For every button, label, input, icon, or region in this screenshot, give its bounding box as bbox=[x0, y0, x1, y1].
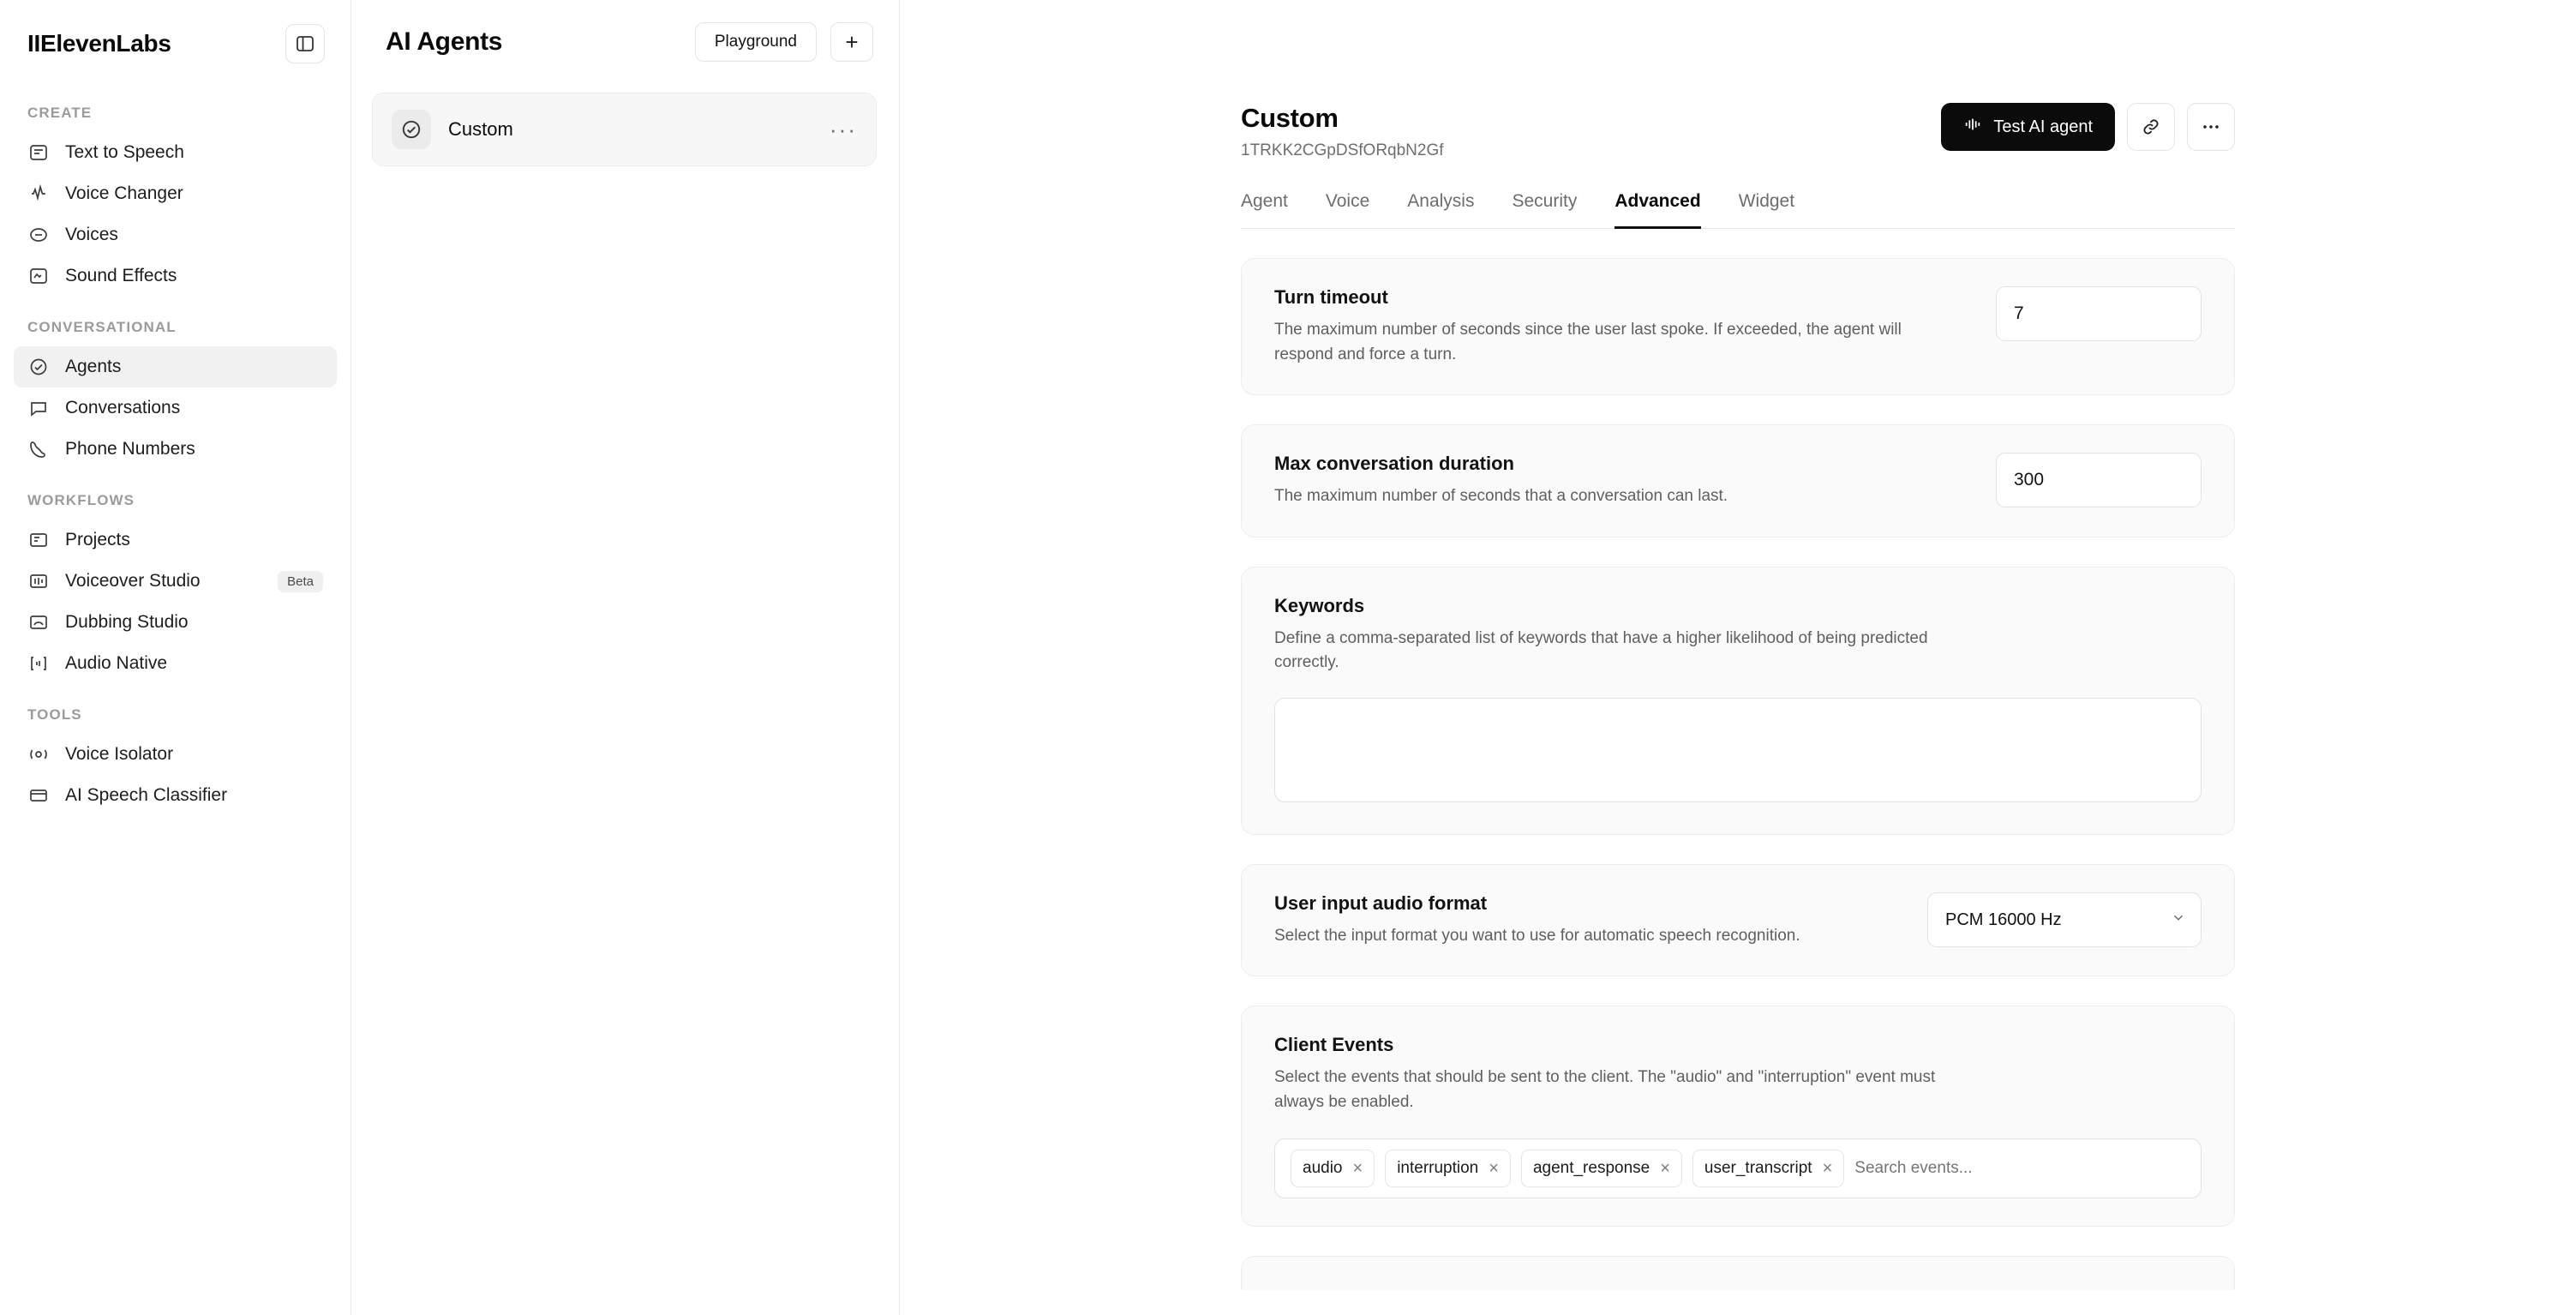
tab-security[interactable]: Security bbox=[1512, 191, 1578, 211]
sidebar-item-voice-isolator[interactable] bbox=[14, 734, 337, 775]
voiceover-studio-icon bbox=[27, 570, 50, 592]
sound-effects-icon bbox=[27, 265, 50, 287]
turn-timeout-card bbox=[1241, 258, 2235, 395]
waveform-icon bbox=[1963, 115, 1982, 139]
page-header bbox=[1241, 103, 2235, 160]
test-ai-agent-button[interactable] bbox=[1941, 103, 2115, 151]
agents-panel bbox=[351, 0, 900, 1315]
user-input-audio-format-card bbox=[1241, 864, 2235, 977]
tab-advanced[interactable]: Advanced bbox=[1614, 191, 1700, 229]
keywords-description: Define a comma-separated list of keywords that have a higher likelihood of being predicted correctly. bbox=[1274, 628, 1928, 671]
sidebar-item-conversations[interactable] bbox=[14, 387, 337, 429]
agent-avatar-icon bbox=[392, 110, 431, 149]
sidebar-item-projects[interactable] bbox=[14, 519, 337, 561]
turn-timeout-description: The maximum number of seconds since the user last spoke. If exceeded, the agent will respond and force a turn. bbox=[1274, 321, 1902, 363]
turn-timeout-input[interactable] bbox=[1996, 286, 2202, 341]
sidebar-item-ai-speech-classifier[interactable] bbox=[14, 775, 337, 816]
sidebar-item-voiceover-studio[interactable] bbox=[14, 561, 337, 602]
projects-icon bbox=[27, 529, 50, 551]
sidebar-item-text-to-speech[interactable] bbox=[14, 132, 337, 173]
sidebar-item-label: Audio Native bbox=[65, 653, 168, 673]
agents-header bbox=[351, 0, 899, 79]
client-events-card bbox=[1241, 1006, 2235, 1227]
voice-isolator-icon bbox=[27, 743, 50, 766]
sidebar-item-label: Voiceover Studio bbox=[65, 571, 201, 591]
audio-format-title: User input audio format bbox=[1274, 892, 1488, 914]
sidebar-item-phone-numbers[interactable] bbox=[14, 429, 337, 470]
event-chip-label: interruption bbox=[1397, 1159, 1479, 1177]
page-title: Custom bbox=[1241, 103, 1339, 133]
voice-changer-icon bbox=[27, 183, 50, 205]
max-duration-description: The maximum number of seconds that a conversation can last. bbox=[1274, 487, 1728, 505]
sidebar-item-agents[interactable] bbox=[14, 346, 337, 387]
sidebar-item-label: Projects bbox=[65, 530, 130, 549]
agents-icon bbox=[27, 356, 50, 378]
agent-list-item[interactable] bbox=[372, 93, 877, 166]
turn-timeout-title: Turn timeout bbox=[1274, 286, 1388, 308]
sidebar-item-voice-changer[interactable] bbox=[14, 173, 337, 214]
audio-native-icon bbox=[27, 652, 50, 675]
client-events-search-input[interactable] bbox=[1854, 1150, 2185, 1187]
sidebar-item-label: Voice Isolator bbox=[65, 744, 174, 764]
sidebar-item-label: Conversations bbox=[65, 398, 181, 417]
beta-badge: Beta bbox=[278, 571, 323, 592]
event-chip-label: agent_response bbox=[1532, 1159, 1650, 1177]
add-agent-button[interactable]: + bbox=[830, 22, 873, 62]
voices-icon bbox=[27, 224, 50, 246]
sidebar-item-label: Dubbing Studio bbox=[65, 612, 189, 632]
event-chip[interactable] bbox=[1521, 1150, 1682, 1187]
audio-format-description: Select the input format you want to use for automatic speech recognition. bbox=[1274, 926, 1800, 945]
sidebar-section-create: CREATE bbox=[27, 105, 93, 121]
close-icon[interactable]: × bbox=[1822, 1158, 1833, 1178]
event-chip-label: user_transcript bbox=[1704, 1159, 1812, 1177]
max-duration-title: Max conversation duration bbox=[1274, 453, 1514, 474]
sidebar-item-dubbing-studio[interactable] bbox=[14, 602, 337, 643]
text-to-speech-icon bbox=[27, 141, 50, 164]
close-icon[interactable]: × bbox=[1489, 1158, 1499, 1178]
audio-format-select-wrapper bbox=[1927, 892, 2202, 947]
sidebar-item-label: Voice Changer bbox=[65, 183, 183, 203]
sidebar-item-label: Sound Effects bbox=[65, 266, 177, 285]
sidebar-item-label: Phone Numbers bbox=[65, 439, 195, 459]
next-card-partial bbox=[1241, 1256, 2235, 1290]
panel-left-icon[interactable] bbox=[285, 24, 325, 63]
event-chip[interactable] bbox=[1385, 1150, 1511, 1187]
close-icon[interactable]: × bbox=[1352, 1158, 1363, 1178]
max-duration-input[interactable] bbox=[1996, 453, 2202, 507]
sidebar-item-voices[interactable] bbox=[14, 214, 337, 255]
sidebar-item-label: Voices bbox=[65, 225, 118, 244]
agent-id: 1TRKK2CGpDSfORqbN2Gf bbox=[1241, 141, 1444, 159]
keywords-input[interactable] bbox=[1274, 698, 2202, 802]
sidebar-item-label: AI Speech Classifier bbox=[65, 785, 228, 805]
client-events-description: Select the events that should be sent to the client. The "audio" and "interruption" event must always be enabled. bbox=[1274, 1068, 1936, 1111]
client-events-title: Client Events bbox=[1274, 1034, 1394, 1055]
sidebar-section-workflows: WORKFLOWS bbox=[27, 492, 135, 508]
tab-voice[interactable]: Voice bbox=[1325, 191, 1370, 211]
sidebar-item-label: Text to Speech bbox=[65, 142, 184, 162]
agent-more-icon[interactable]: ··· bbox=[830, 116, 857, 142]
brand-row bbox=[0, 0, 350, 82]
link-icon[interactable] bbox=[2127, 103, 2175, 151]
keywords-card bbox=[1241, 567, 2235, 835]
brand-logo: IIElevenLabs bbox=[27, 30, 171, 57]
sidebar bbox=[0, 0, 351, 1315]
conversations-icon bbox=[27, 397, 50, 419]
phone-icon bbox=[27, 438, 50, 460]
event-chip[interactable] bbox=[1291, 1150, 1375, 1187]
tab-analysis[interactable]: Analysis bbox=[1407, 191, 1475, 211]
header-actions bbox=[1941, 103, 2235, 151]
playground-button[interactable]: Playground bbox=[695, 22, 817, 62]
close-icon[interactable]: × bbox=[1660, 1158, 1670, 1178]
event-chip-label: audio bbox=[1303, 1159, 1343, 1177]
sidebar-item-label: Agents bbox=[65, 357, 122, 376]
ellipsis-icon[interactable] bbox=[2187, 103, 2235, 151]
sidebar-section-conversational: CONVERSATIONAL bbox=[27, 319, 177, 335]
speech-classifier-icon bbox=[27, 784, 50, 807]
agent-name: Custom bbox=[448, 118, 513, 140]
event-chip[interactable] bbox=[1692, 1150, 1844, 1187]
client-events-chips[interactable] bbox=[1274, 1138, 2202, 1198]
audio-format-select[interactable] bbox=[1927, 892, 2202, 947]
settings-tabs bbox=[1241, 191, 2235, 229]
sidebar-item-sound-effects[interactable] bbox=[14, 255, 337, 297]
sidebar-item-audio-native[interactable] bbox=[14, 643, 337, 684]
test-ai-agent-label: Test AI agent bbox=[1993, 117, 2093, 136]
agents-title: AI Agents bbox=[386, 27, 503, 56]
main-content bbox=[900, 0, 2576, 1315]
dubbing-studio-icon bbox=[27, 611, 50, 633]
tab-agent[interactable]: Agent bbox=[1241, 191, 1288, 211]
max-conversation-duration-card bbox=[1241, 424, 2235, 537]
tab-widget[interactable]: Widget bbox=[1738, 191, 1795, 211]
sidebar-section-tools: TOOLS bbox=[27, 706, 82, 723]
keywords-title: Keywords bbox=[1274, 594, 1365, 616]
